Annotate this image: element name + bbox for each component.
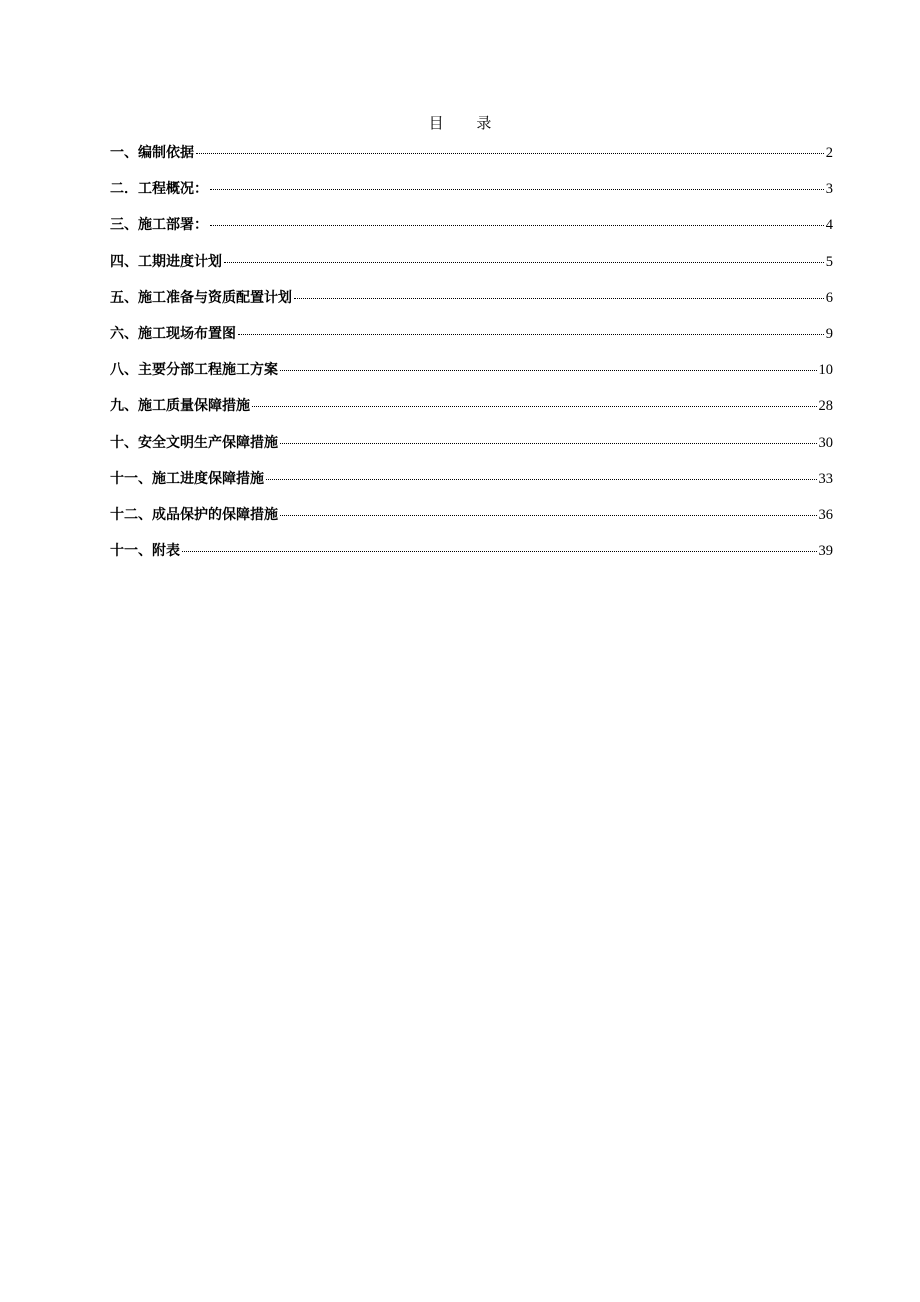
toc-dot-leader (266, 479, 817, 480)
toc-entry[interactable] (110, 468, 833, 504)
toc-entry[interactable] (110, 142, 833, 178)
toc-entry[interactable] (110, 359, 833, 395)
toc-entry-page: 5 (825, 253, 833, 270)
toc-dot-leader (238, 334, 824, 335)
toc-entry-page: 30 (818, 434, 833, 451)
toc-entry-page: 4 (825, 217, 833, 234)
toc-entry-label: 三、施工部署： (110, 217, 208, 234)
toc-entry-label: 二．工程概况： (110, 181, 208, 198)
toc-title: 目 录 (428, 114, 506, 132)
toc-entry-label: 五、施工准备与资质配置计划 (110, 289, 292, 306)
toc-entry-page: 28 (818, 398, 833, 415)
toc-entry[interactable] (110, 178, 833, 214)
toc-entry-page: 10 (818, 362, 833, 379)
toc-entry-label: 十二、成品保护的保障措施 (110, 506, 278, 523)
toc-dot-leader (280, 515, 817, 516)
toc-dot-leader (210, 225, 824, 226)
toc-entry-label: 十、安全文明生产保障措施 (110, 434, 278, 451)
toc-entry-page: 6 (825, 289, 833, 306)
toc-dot-leader (280, 443, 817, 444)
toc-entry[interactable] (110, 504, 833, 540)
toc-entry-label: 十一、施工进度保障措施 (110, 470, 264, 487)
toc-dot-leader (224, 262, 824, 263)
toc-entry[interactable] (110, 323, 833, 359)
toc-entry[interactable] (110, 540, 833, 576)
toc-entry[interactable] (110, 432, 833, 468)
toc-entry-page: 2 (825, 145, 833, 161)
toc-entry-label: 一、编制依据 (110, 145, 194, 161)
toc-list (110, 142, 833, 576)
toc-entry[interactable] (110, 287, 833, 323)
toc-dot-leader (252, 406, 817, 407)
toc-entry[interactable] (110, 395, 833, 431)
toc-dot-leader (294, 298, 824, 299)
toc-entry[interactable] (110, 251, 833, 287)
toc-dot-leader (182, 551, 817, 552)
toc-entry[interactable] (110, 214, 833, 250)
toc-entry-page: 33 (818, 470, 833, 487)
toc-entry-label: 八、主要分部工程施工方案 (110, 362, 278, 379)
toc-dot-leader (196, 153, 824, 154)
toc-entry-page: 39 (818, 543, 833, 560)
toc-entry-label: 四、工期进度计划 (110, 253, 222, 270)
toc-dot-leader (210, 189, 824, 190)
toc-entry-page: 36 (818, 506, 833, 523)
toc-entry-label: 六、施工现场布置图 (110, 325, 236, 342)
toc-entry-page: 3 (825, 181, 833, 198)
toc-entry-label: 九、施工质量保障措施 (110, 398, 250, 415)
toc-entry-page: 9 (825, 325, 833, 342)
toc-entry-label: 十一、附表 (110, 543, 180, 560)
toc-dot-leader (280, 370, 817, 371)
